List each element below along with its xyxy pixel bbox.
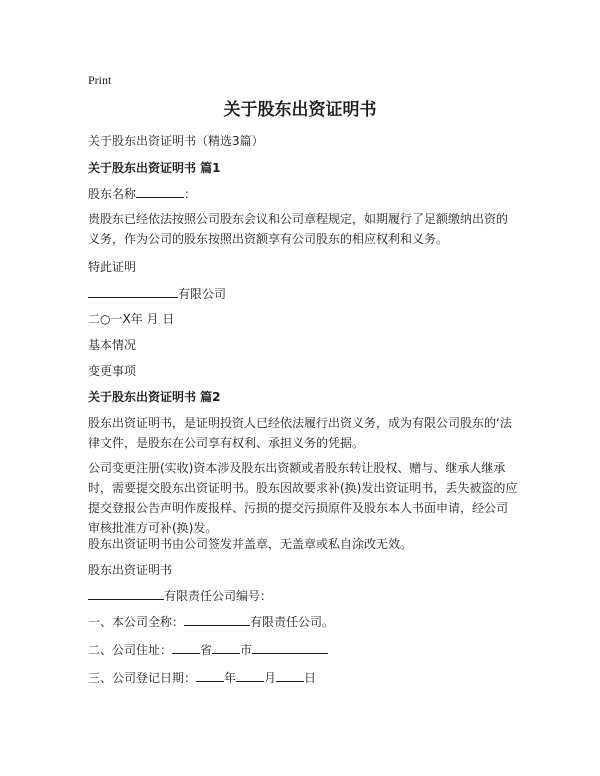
day-blank — [276, 668, 304, 682]
province-blank — [172, 640, 200, 654]
company-number-blank — [88, 586, 164, 600]
company-number-label: 有限责任公司编号： — [164, 589, 273, 603]
registration-date-label: 三、公司登记日期： — [88, 671, 197, 685]
section1-heading: 关于股东出资证明书 篇1 — [88, 161, 221, 175]
certificate-title: 股东出资证明书 — [88, 563, 173, 577]
city-label: 市 — [240, 643, 253, 657]
address-detail-blank — [252, 640, 328, 654]
month-label: 月 — [264, 671, 277, 685]
company-name-blank — [88, 284, 178, 298]
print-link[interactable]: Print — [88, 73, 112, 87]
section2-paragraph-1: 股东出资证明书，是证明投资人已经依法履行出资义务，成为有限公司股东的‘法律文件，是股东在公司享有权利、承担义务的凭据。 — [88, 416, 512, 450]
section2-paragraph-2: 公司变更注册(实收)资本涉及股东出资额或者股东转让股权、赠与、继承人继承时，需要提交股东出资证明书。股东因故要求补(换)发出资证明书，丢失被盗的应提交登报公告声明作废报样、污损的提交污损原件及股东本人书面申请，经公司审核批准方可补(换)发。 — [88, 461, 518, 535]
section1-paragraph: 贵股东已经依法按照公司股东会议和公司章程规定，如期履行了足额缴纳出资的义务，作为公司的股东按照出资额享有公司股东的相应权利和义务。 — [88, 212, 509, 246]
section2-heading: 关于股东出资证明书 篇2 — [88, 390, 221, 404]
certificate-date: 二○一X年 月 日 — [88, 312, 175, 326]
year-label: 年 — [224, 671, 237, 685]
document-subtitle: 关于股东出资证明书（精选3篇） — [88, 134, 264, 148]
company-address-line — [88, 640, 328, 660]
basic-info-label: 基本情况 — [88, 338, 137, 352]
document-title: 关于股东出资证明书 — [223, 100, 377, 120]
changes-label: 变更事项 — [88, 364, 137, 378]
registration-date-line — [88, 668, 316, 688]
shareholder-name-line — [88, 184, 196, 204]
certify-text: 特此证明 — [88, 260, 137, 274]
shareholder-name-label: 股东名称 — [88, 187, 137, 201]
province-label: 省 — [200, 643, 213, 657]
section2-paragraph-3: 股东出资证明书由公司签发并盖章，无盖章或私自涂改无效。 — [88, 537, 413, 551]
company-line — [88, 284, 226, 304]
company-suffix: 有限公司 — [178, 287, 227, 301]
day-label: 日 — [304, 671, 317, 685]
shareholder-name-blank — [136, 184, 184, 198]
company-fullname-label: 一、本公司全称： — [88, 615, 185, 629]
year-blank — [196, 668, 224, 682]
city-blank — [212, 640, 240, 654]
company-fullname-blank — [184, 612, 250, 626]
company-fullname-line — [88, 612, 334, 632]
company-number-line — [88, 586, 272, 606]
shareholder-name-colon: ： — [184, 187, 197, 201]
month-blank — [236, 668, 264, 682]
company-fullname-suffix: 有限责任公司。 — [250, 615, 335, 629]
company-address-label: 二、公司住址： — [88, 643, 173, 657]
